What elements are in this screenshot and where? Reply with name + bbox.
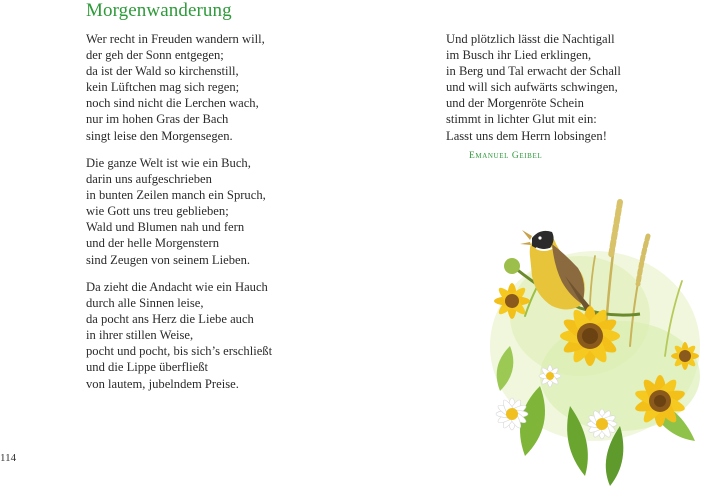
poem-line: pocht und pocht, bis sich’s erschließt	[86, 344, 273, 359]
poem-line: da ist der Wald so kirchenstill,	[86, 64, 239, 79]
poem-line: nur im hohen Gras der Bach	[86, 112, 229, 127]
poem-line: in bunten Zeilen manch ein Spruch,	[86, 188, 266, 203]
poem-line: darin uns aufgeschrieben	[86, 172, 212, 187]
stanza-4	[446, 31, 621, 144]
poem-title: Morgenwanderung	[86, 0, 232, 21]
poem-line: singt leise den Morgensegen.	[86, 128, 233, 143]
poem-line: Wer recht in Freuden wandern will,	[86, 32, 265, 46]
flower-bud	[504, 258, 520, 274]
poem-line: da pocht ans Herz die Liebe auch	[86, 312, 254, 327]
poem-line: in ihrer stillen Weise,	[86, 328, 194, 343]
poem-line: durch alle Sinnen leise,	[86, 296, 204, 311]
poem-line: kein Lüftchen mag sich regen;	[86, 80, 240, 95]
stanza-3	[86, 279, 272, 392]
poem-line: Und plötzlich lässt die Nachtigall	[446, 32, 615, 46]
poem-line: in Berg und Tal erwacht der Schall	[446, 64, 621, 79]
poem-line: und der Morgenröte Schein	[446, 96, 584, 111]
poem-line: Da zieht die Andacht wie ein Hauch	[86, 280, 268, 294]
stanza-1	[86, 31, 265, 144]
bird-flower-illustration	[470, 196, 720, 490]
poem-line: von lautem, jubelndem Preise.	[86, 376, 239, 391]
poem-line: sind Zeugen von seinem Lieben.	[86, 252, 251, 267]
poem-line: wie Gott uns treu geblieben;	[86, 204, 229, 219]
stanza-2	[86, 155, 266, 268]
poem-line: Die ganze Welt ist wie ein Buch,	[86, 156, 251, 170]
poem-line: stimmt in lichter Glut mit ein:	[446, 112, 597, 127]
poem-line: im Busch ihr Lied erklingen,	[446, 48, 592, 63]
poem-author: Emanuel Geibel	[469, 151, 543, 161]
poem-line: der geh der Sonn entgegen;	[86, 48, 224, 63]
poem-line: Lasst uns dem Herrn lobsingen!	[446, 128, 607, 143]
poem-line: und die Lippe überfließt	[86, 360, 209, 375]
poem-line: und der helle Morgenstern	[86, 236, 220, 251]
poem-line: noch sind nicht die Lerchen wach,	[86, 96, 259, 111]
poem-line: und will sich aufwärts schwingen,	[446, 80, 618, 95]
page-number: 114	[0, 452, 17, 464]
poem-line: Wald und Blumen nah und fern	[86, 220, 245, 235]
